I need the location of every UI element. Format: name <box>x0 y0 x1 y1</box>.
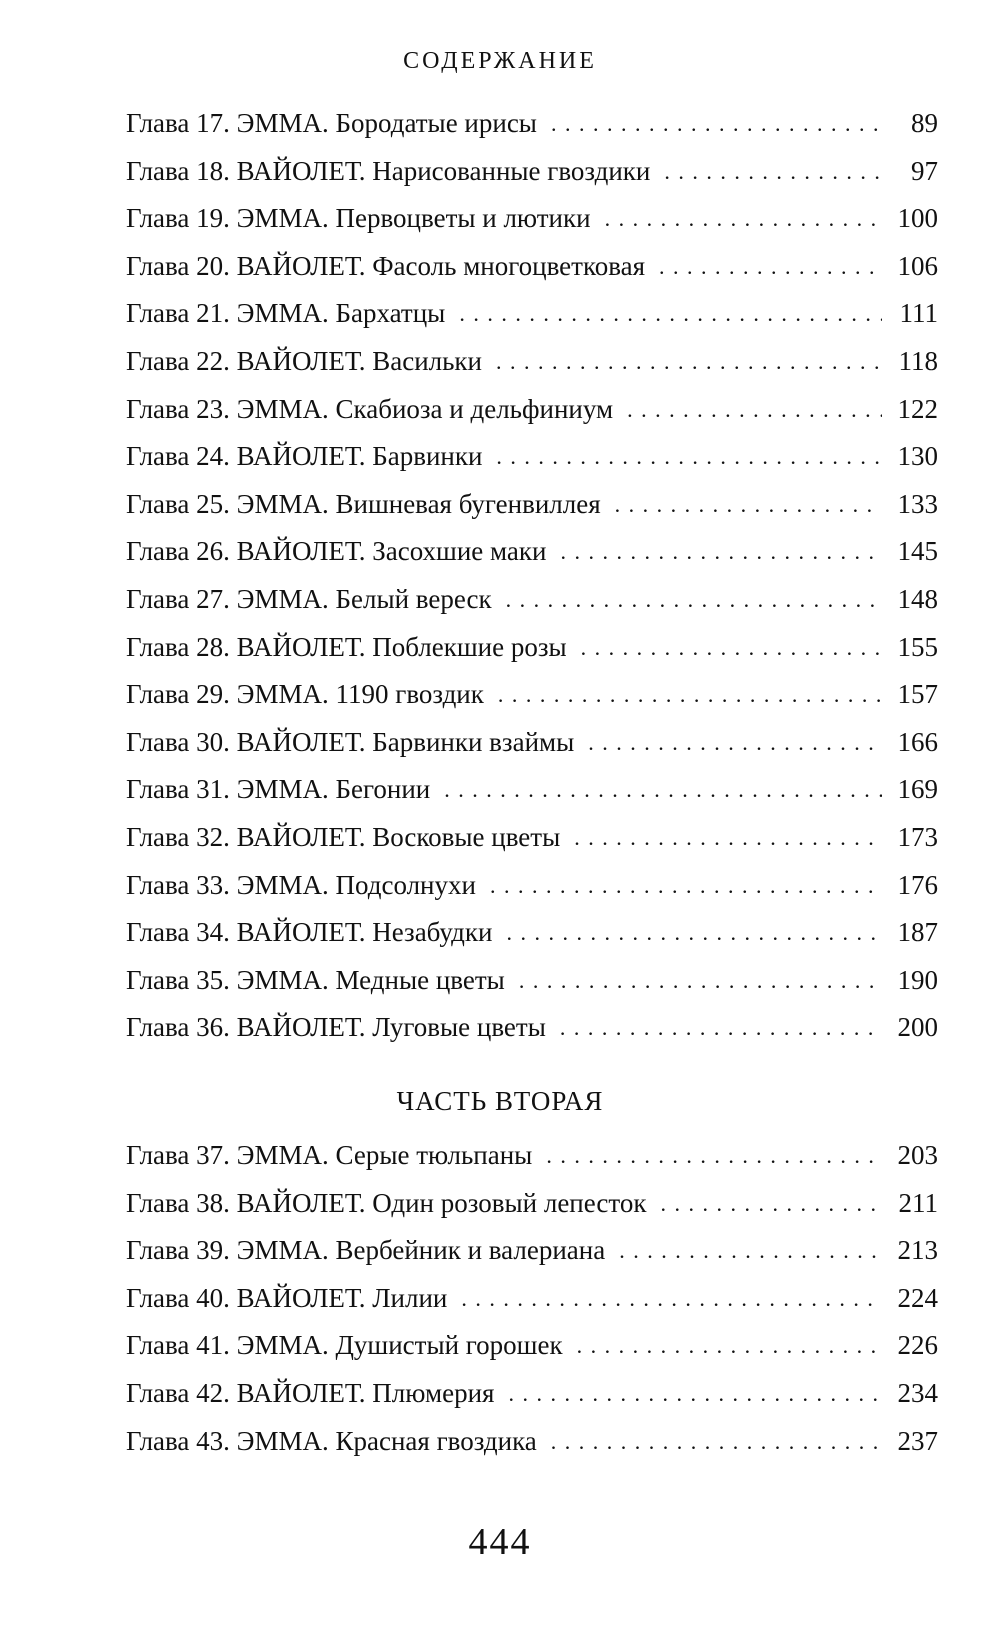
toc-entry-page: 187 <box>897 917 938 948</box>
toc-entry-page: 111 <box>899 298 938 329</box>
toc-entry-title: Глава 33. ЭММА. Подсолнухи <box>126 869 476 900</box>
dot-leader <box>506 587 882 613</box>
toc-entry <box>126 203 938 251</box>
toc-entry <box>126 1235 938 1283</box>
toc-entry-page: 203 <box>897 1140 938 1170</box>
toc-entry-title: Глава 38. ВАЙОЛЕТ. Один розовый лепесток <box>126 1187 647 1218</box>
dot-leader <box>546 1143 882 1169</box>
toc-entry-title: Глава 42. ВАЙОЛЕТ. Плюмерия <box>126 1377 495 1408</box>
dot-leader <box>619 1238 882 1264</box>
page-number: 444 <box>468 1521 532 1563</box>
toc-entry-title: Глава 39. ЭММА. Вербейник и валериана <box>126 1235 606 1266</box>
toc-entry-page: 155 <box>897 631 938 662</box>
dot-leader <box>581 635 882 661</box>
toc-entry <box>126 1283 938 1331</box>
toc-entry-page: 190 <box>897 964 938 995</box>
toc-entry <box>126 917 938 965</box>
toc-entry <box>126 1140 938 1188</box>
toc-entry-title: Глава 21. ЭММА. Бархатцы <box>126 298 446 329</box>
toc-entry-title: Глава 41. ЭММА. Душистый горошек <box>126 1330 563 1361</box>
toc-entry <box>126 298 938 346</box>
toc-entry-title: Глава 40. ВАЙОЛЕТ. Лилии <box>126 1282 448 1313</box>
toc-entry-page: 224 <box>897 1282 938 1313</box>
dot-leader <box>459 301 882 327</box>
toc-entry-page: 122 <box>897 393 938 424</box>
toc-entry-page: 234 <box>897 1377 938 1408</box>
toc-entry-title: Глава 35. ЭММА. Медные цветы <box>126 964 505 995</box>
dot-leader <box>560 1015 882 1041</box>
toc-entry-page: 118 <box>898 345 938 376</box>
dot-leader <box>496 349 882 375</box>
toc-entry-title: Глава 31. ЭММА. Бегонии <box>126 774 431 805</box>
dot-leader <box>507 920 883 946</box>
toc-entry-page: 237 <box>897 1425 938 1456</box>
dot-leader <box>588 730 882 756</box>
toc-entry-title: Глава 43. ЭММА. Красная гвоздика <box>126 1425 537 1456</box>
toc-entry-page: 148 <box>897 583 938 614</box>
toc-entry <box>126 727 938 775</box>
toc-entry-title: Глава 29. ЭММА. 1190 гвоздик <box>126 679 484 710</box>
toc-entry <box>126 632 938 680</box>
toc-entry <box>126 489 938 537</box>
toc-entry-page: 211 <box>898 1187 938 1218</box>
toc-entry <box>126 584 938 632</box>
dot-leader <box>577 1333 882 1359</box>
toc-entry-page: 145 <box>897 536 938 567</box>
dot-leader <box>659 254 882 280</box>
toc-entry <box>126 1012 938 1060</box>
part-two-heading: ЧАСТЬ ВТОРАЯ <box>396 1086 604 1116</box>
toc-entry <box>126 346 938 394</box>
toc-entry <box>126 822 938 870</box>
toc-entry-title: Глава 37. ЭММА. Серые тюльпаны <box>126 1140 533 1170</box>
toc-entry-title: Глава 22. ВАЙОЛЕТ. Васильки <box>126 345 482 376</box>
toc-entry <box>126 679 938 727</box>
toc-entry-page: 100 <box>897 203 938 234</box>
toc-entry-page: 130 <box>897 441 938 472</box>
dot-leader <box>627 397 882 423</box>
toc-entry <box>126 394 938 442</box>
dot-leader <box>498 682 882 708</box>
toc-entry <box>126 156 938 204</box>
toc-entry-page: 226 <box>897 1330 938 1361</box>
toc-entry-title: Глава 18. ВАЙОЛЕТ. Нарисованные гвоздики <box>126 155 651 186</box>
toc-entry-title: Глава 28. ВАЙОЛЕТ. Поблекшие розы <box>126 631 567 662</box>
dot-leader <box>615 492 882 518</box>
dot-leader <box>664 159 882 185</box>
toc-entry-page: 200 <box>897 1012 938 1043</box>
toc-entry <box>126 251 938 299</box>
toc-entry-page: 166 <box>897 726 938 757</box>
dot-leader <box>496 444 882 470</box>
toc-entry-page: 106 <box>897 250 938 281</box>
toc-entry-page: 157 <box>897 679 938 710</box>
dot-leader <box>574 825 882 851</box>
toc-entry-title: Глава 23. ЭММА. Скабиоза и дельфиниум <box>126 393 614 424</box>
toc-entry-title: Глава 19. ЭММА. Первоцветы и лютики <box>126 203 591 234</box>
toc-entry-page: 133 <box>897 488 938 519</box>
dot-leader <box>444 777 882 803</box>
toc-entry <box>126 441 938 489</box>
toc-entry-page: 97 <box>911 155 938 186</box>
toc-entry-page: 213 <box>897 1235 938 1266</box>
toc-entry <box>126 965 938 1013</box>
dot-leader <box>551 111 882 137</box>
running-head: СОДЕРЖАНИЕ <box>403 48 597 74</box>
toc-entry-title: Глава 24. ВАЙОЛЕТ. Барвинки <box>126 441 483 472</box>
toc-entry-page: 176 <box>897 869 938 900</box>
toc-entry <box>126 1378 938 1426</box>
toc-entry <box>126 1426 938 1474</box>
dot-leader <box>660 1191 882 1217</box>
toc-entry <box>126 774 938 822</box>
dot-leader <box>551 1429 882 1455</box>
toc-entry <box>126 536 938 584</box>
toc-entry <box>126 1330 938 1378</box>
dot-leader <box>560 539 882 565</box>
toc-entry-title: Глава 34. ВАЙОЛЕТ. Незабудки <box>126 917 493 948</box>
toc-entry <box>126 108 938 156</box>
dot-leader <box>605 206 882 232</box>
toc-entry-title: Глава 30. ВАЙОЛЕТ. Барвинки взаймы <box>126 726 575 757</box>
toc-part-one <box>126 108 938 1060</box>
toc-entry-title: Глава 25. ЭММА. Вишневая бугенвиллея <box>126 488 601 519</box>
dot-leader <box>461 1286 882 1312</box>
toc-entry-page: 89 <box>911 108 938 138</box>
toc-entry-title: Глава 20. ВАЙОЛЕТ. Фасоль многоцветковая <box>126 250 645 281</box>
toc-entry <box>126 1188 938 1236</box>
toc-part-two <box>126 1140 938 1473</box>
dot-leader <box>490 873 882 899</box>
toc-entry-page: 169 <box>897 774 938 805</box>
dot-leader <box>508 1381 882 1407</box>
dot-leader <box>519 968 882 994</box>
toc-entry-title: Глава 17. ЭММА. Бородатые ирисы <box>126 108 537 138</box>
toc-entry-page: 173 <box>897 821 938 852</box>
toc-entry-title: Глава 26. ВАЙОЛЕТ. Засохшие маки <box>126 536 547 567</box>
toc-entry-title: Глава 27. ЭММА. Белый вереск <box>126 583 492 614</box>
toc-entry-title: Глава 36. ВАЙОЛЕТ. Луговые цветы <box>126 1012 546 1043</box>
toc-entry <box>126 870 938 918</box>
toc-entry-title: Глава 32. ВАЙОЛЕТ. Восковые цветы <box>126 821 561 852</box>
